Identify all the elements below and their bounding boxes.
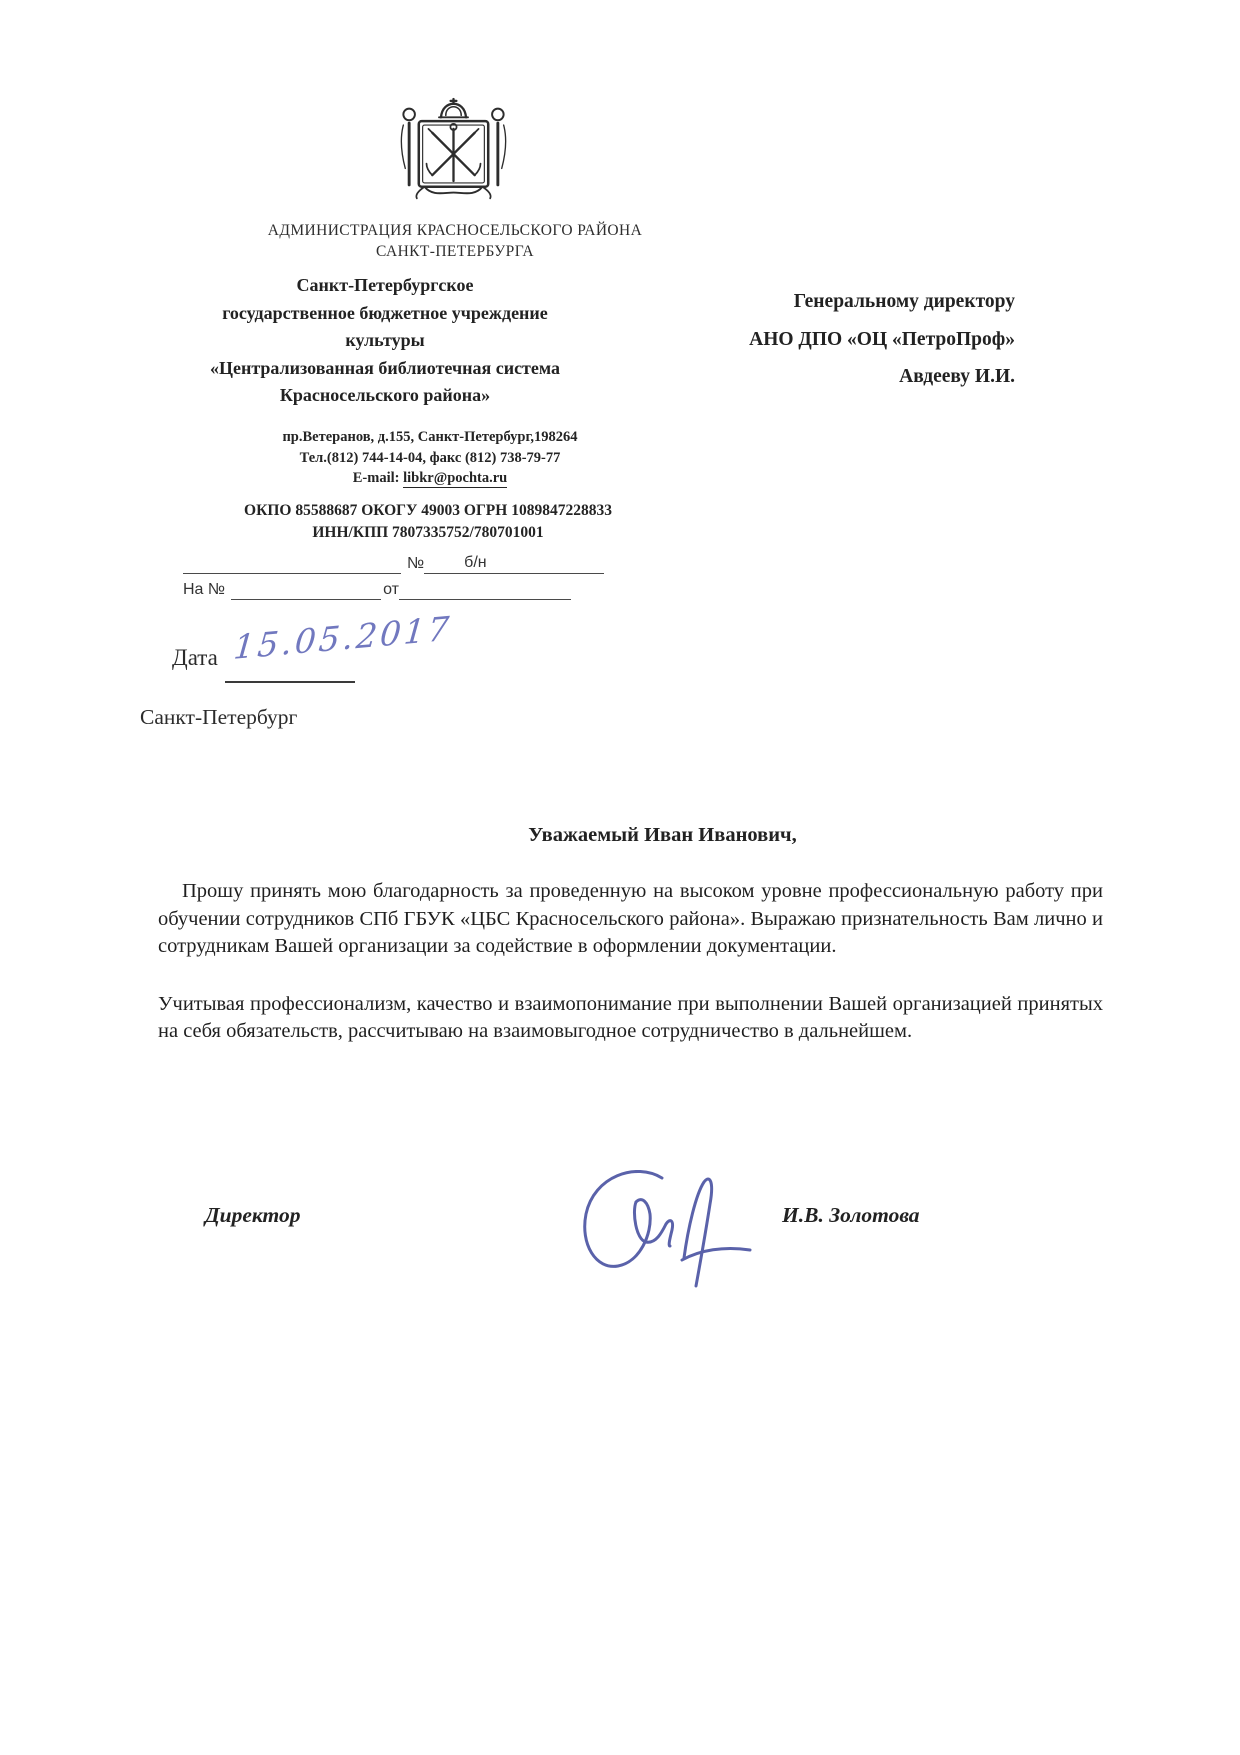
administration-line-2: САНКТ-ПЕТЕРБУРГА	[376, 243, 534, 260]
addressee-block	[650, 283, 1015, 396]
reply-reference-row	[183, 574, 633, 600]
org-name-line-3: культуры	[345, 330, 425, 350]
city-line: Санкт-Петербург	[140, 705, 298, 729]
org-name-line-1: Санкт-Петербургское	[296, 275, 474, 295]
outgoing-number-blank	[424, 553, 604, 574]
email-address: libkr@pochta.ru	[403, 470, 508, 486]
body-paragraph-2: Учитывая профессионализм, качество и взаимопонимание при выполнении Вашей организацией принятых на себя обязательств, рассчитываю на взаимовыгодное сотрудничество в дальнейшем.	[158, 992, 1103, 1042]
registration-codes	[123, 500, 733, 543]
organization-name	[85, 272, 685, 410]
administration-line-1: АДМИНИСТРАЦИЯ КРАСНОСЕЛЬСКОГО РАЙОНА	[267, 222, 643, 239]
signature-scribble-icon	[566, 1162, 766, 1297]
email-label: E-mail:	[352, 470, 400, 486]
letter-body	[158, 878, 1103, 1046]
outgoing-number-row	[183, 548, 633, 574]
inn-kpp-line: ИНН/КПП 7807335752/780701001	[312, 523, 544, 541]
org-name-line-4: «Централизованная библиотечная система	[209, 357, 561, 378]
administration-header	[150, 220, 760, 262]
postal-address: пр.Ветеранов, д.155, Санкт-Петербург,198264	[282, 429, 578, 445]
signer-name: И.В. Золотова	[782, 1203, 920, 1227]
org-name-line-5: Красносельского района»	[279, 385, 491, 405]
okpo-ogrn-line: ОКПО 85588687 ОКОГУ 49003 ОГРН 1089847228833	[244, 502, 612, 519]
addressee-person: Авдееву И.И.	[899, 366, 1015, 387]
date-underline	[225, 681, 355, 683]
reference-lines	[183, 548, 633, 600]
reply-number-blank	[231, 579, 381, 600]
reply-date-blank	[399, 579, 571, 600]
number-sign-label: №	[407, 555, 425, 572]
org-name-line-2: государственное бюджетное учреждение	[222, 302, 548, 323]
addressee-organization: АНО ДПО «ОЦ «ПетроПроф»	[749, 328, 1015, 350]
spb-coat-of-arms-icon	[386, 96, 521, 210]
phone-fax: Тел.(812) 744-14-04, факс (812) 738-79-77	[299, 449, 561, 466]
body-paragraph-1: Прошу принять мою благодарность за проведенную на высоком уровне профессиональную работу при обучении сотрудников СПб ГБУК «ЦБС Красносельского района». Выражаю признательность Вам лично и сотрудникам Вашей организации за содействие в оформлении документации.	[158, 880, 1103, 957]
contact-info	[125, 427, 735, 489]
reply-to-number-label: На №	[183, 581, 226, 598]
outgoing-date-blank	[183, 553, 401, 574]
salutation: Уважаемый Иван Иванович,	[528, 824, 797, 846]
from-label: от	[383, 581, 399, 598]
outgoing-number-value: б/н	[464, 554, 487, 571]
email-line	[125, 468, 735, 489]
signer-title: Директор	[205, 1203, 301, 1227]
handwritten-date: 15.05.2017	[232, 608, 454, 667]
addressee-title: Генеральному директору	[793, 291, 1015, 312]
date-label: Дата	[172, 645, 218, 670]
